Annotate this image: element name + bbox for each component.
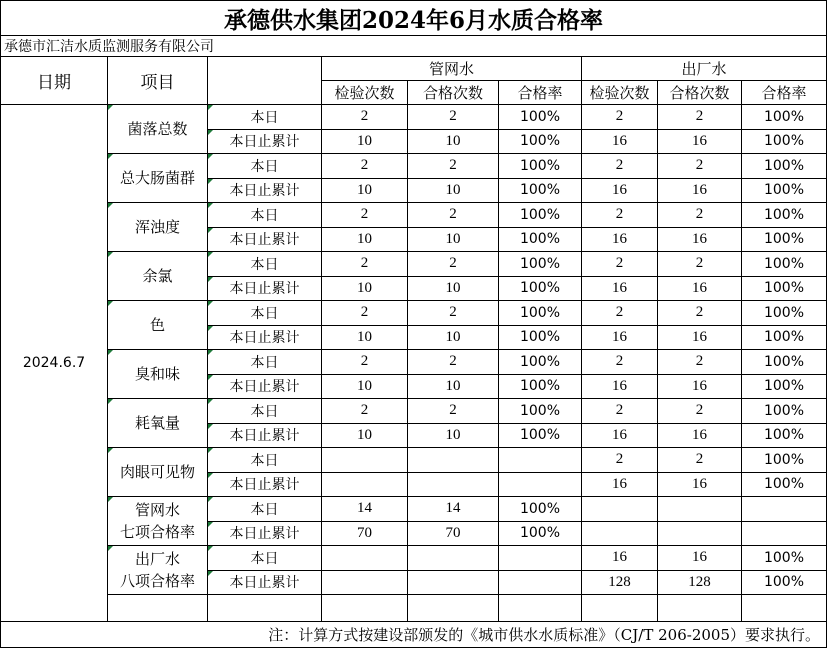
period-label-cell: 本日	[208, 448, 322, 473]
item-name-cell	[108, 546, 208, 595]
item-name-cell: 总大肠菌群	[108, 154, 208, 203]
company-name: 承德市汇洁水质监测服务有限公司	[1, 36, 827, 57]
net-rate-cell: 100%	[499, 350, 582, 375]
fac-rate-cell: 100%	[742, 203, 827, 228]
table-row	[1, 497, 827, 522]
fac-rate-cell	[742, 521, 827, 546]
fac-rate-cell: 100%	[742, 399, 827, 424]
net-rate-header: 合格率	[499, 81, 582, 105]
fac-tests-cell: 16	[582, 472, 658, 497]
period-label-cell: 本日	[208, 497, 322, 522]
net-tests-cell: 2	[322, 350, 408, 375]
table-row	[1, 203, 827, 228]
fac-passed-cell: 2	[658, 252, 742, 277]
date-cell: 2024.6.7	[1, 105, 108, 622]
fac-passed-cell: 2	[658, 203, 742, 228]
period-label-cell: 本日止累计	[208, 325, 322, 350]
net-passed-cell: 2	[408, 301, 499, 326]
fac-passed-cell: 16	[658, 129, 742, 154]
net-rate-cell: 100%	[499, 203, 582, 228]
net-tests-cell: 10	[322, 227, 408, 252]
fac-rate-cell: 100%	[742, 252, 827, 277]
net-passed-cell: 10	[408, 374, 499, 399]
net-passed-cell: 2	[408, 154, 499, 179]
item-name-cell: 浑浊度	[108, 203, 208, 252]
net-passed-cell: 10	[408, 276, 499, 301]
fac-tests-cell: 16	[582, 178, 658, 203]
fac-tests-cell: 2	[582, 252, 658, 277]
empty-cell	[408, 595, 499, 622]
blank-row	[1, 595, 827, 622]
period-label-cell: 本日止累计	[208, 521, 322, 546]
period-label-cell: 本日	[208, 105, 322, 130]
table-row	[1, 546, 827, 571]
net-rate-cell: 100%	[499, 252, 582, 277]
fac-tests-cell: 2	[582, 203, 658, 228]
net-passed-cell: 10	[408, 129, 499, 154]
factory-water-header: 出厂水	[582, 57, 827, 81]
fac-tests-cell: 2	[582, 350, 658, 375]
fac-rate-cell: 100%	[742, 154, 827, 179]
empty-cell	[742, 595, 827, 622]
fac-passed-cell: 2	[658, 350, 742, 375]
fac-passed-cell: 16	[658, 325, 742, 350]
net-passed-cell: 2	[408, 105, 499, 130]
fac-passed-cell: 2	[658, 448, 742, 473]
fac-rate-cell: 100%	[742, 374, 827, 399]
net-rate-cell: 100%	[499, 105, 582, 130]
net-rate-cell	[499, 472, 582, 497]
net-tests-cell: 14	[322, 497, 408, 522]
net-passed-cell: 70	[408, 521, 499, 546]
period-label-cell: 本日	[208, 350, 322, 375]
net-rate-cell: 100%	[499, 497, 582, 522]
net-rate-cell: 100%	[499, 521, 582, 546]
fac-passed-cell: 16	[658, 374, 742, 399]
fac-rate-cell: 100%	[742, 448, 827, 473]
net-tests-cell: 10	[322, 423, 408, 448]
net-rate-cell	[499, 570, 582, 595]
table-row	[1, 301, 827, 326]
fac-tests-cell: 16	[582, 325, 658, 350]
fac-tests-cell	[582, 497, 658, 522]
fac-passed-cell: 16	[658, 472, 742, 497]
fac-rate-cell: 100%	[742, 129, 827, 154]
period-label-cell: 本日止累计	[208, 227, 322, 252]
period-label-cell: 本日	[208, 154, 322, 179]
net-tests-cell	[322, 448, 408, 473]
net-rate-cell: 100%	[499, 423, 582, 448]
net-passed-cell: 2	[408, 399, 499, 424]
period-label-cell: 本日止累计	[208, 178, 322, 203]
summary-name-line1: 管网水	[134, 501, 180, 519]
item-name-cell: 菌落总数	[108, 105, 208, 154]
net-tests-cell	[322, 570, 408, 595]
fac-passed-cell: 16	[658, 423, 742, 448]
net-rate-cell: 100%	[499, 301, 582, 326]
fac-tests-cell: 2	[582, 154, 658, 179]
table-row	[1, 448, 827, 473]
fac-rate-header: 合格率	[742, 81, 827, 105]
net-passed-cell	[408, 546, 499, 571]
item-name-cell: 肉眼可见物	[108, 448, 208, 497]
fac-passed-cell: 16	[658, 276, 742, 301]
net-passed-cell: 10	[408, 227, 499, 252]
net-tests-cell: 2	[322, 154, 408, 179]
net-passed-cell: 2	[408, 350, 499, 375]
fac-passed-cell: 16	[658, 546, 742, 571]
period-label-cell: 本日止累计	[208, 570, 322, 595]
fac-tests-cell: 16	[582, 129, 658, 154]
fac-rate-cell: 100%	[742, 423, 827, 448]
fac-passed-header: 合格次数	[658, 81, 742, 105]
table-row	[1, 105, 827, 130]
page-title: 承德供水集团2024年6月水质合格率	[1, 1, 827, 36]
fac-tests-cell: 128	[582, 570, 658, 595]
fac-rate-cell	[742, 497, 827, 522]
period-label-cell: 本日	[208, 252, 322, 277]
fac-rate-cell: 100%	[742, 301, 827, 326]
net-tests-cell: 2	[322, 399, 408, 424]
net-passed-cell: 10	[408, 178, 499, 203]
net-tests-cell: 2	[322, 252, 408, 277]
net-tests-cell	[322, 472, 408, 497]
fac-passed-cell: 2	[658, 154, 742, 179]
net-rate-cell	[499, 448, 582, 473]
period-label-cell: 本日	[208, 203, 322, 228]
fac-tests-cell: 16	[582, 227, 658, 252]
net-rate-cell: 100%	[499, 399, 582, 424]
net-passed-cell	[408, 448, 499, 473]
net-tests-cell: 2	[322, 301, 408, 326]
fac-rate-cell: 100%	[742, 178, 827, 203]
period-label-cell: 本日	[208, 301, 322, 326]
summary-name-line2: 七项合格率	[119, 523, 195, 541]
period-label-cell: 本日止累计	[208, 423, 322, 448]
fac-tests-cell: 2	[582, 399, 658, 424]
net-tests-header: 检验次数	[322, 81, 408, 105]
fac-passed-cell: 16	[658, 227, 742, 252]
fac-rate-cell: 100%	[742, 570, 827, 595]
item-name-cell: 余氯	[108, 252, 208, 301]
fac-rate-cell: 100%	[742, 325, 827, 350]
period-label-cell: 本日止累计	[208, 276, 322, 301]
sub-header-blank	[208, 57, 322, 105]
date-header: 日期	[1, 57, 108, 105]
summary-name-line1: 出厂水	[134, 550, 180, 568]
fac-rate-cell: 100%	[742, 276, 827, 301]
net-rate-cell: 100%	[499, 178, 582, 203]
net-tests-cell: 2	[322, 203, 408, 228]
net-rate-cell: 100%	[499, 154, 582, 179]
net-tests-cell: 10	[322, 276, 408, 301]
item-name-cell: 耗氧量	[108, 399, 208, 448]
fac-passed-cell: 2	[658, 105, 742, 130]
net-tests-cell: 10	[322, 129, 408, 154]
fac-rate-cell: 100%	[742, 105, 827, 130]
net-passed-cell: 2	[408, 252, 499, 277]
empty-cell	[499, 595, 582, 622]
fac-tests-header: 检验次数	[582, 81, 658, 105]
item-name-cell	[108, 497, 208, 546]
fac-tests-cell: 16	[582, 374, 658, 399]
net-passed-cell	[408, 570, 499, 595]
fac-tests-cell: 2	[582, 301, 658, 326]
table-row	[1, 252, 827, 277]
net-passed-header: 合格次数	[408, 81, 499, 105]
fac-tests-cell	[582, 521, 658, 546]
footnote: 注：计算方式按建设部颁发的《城市供水水质标准》（CJ/T 206-2005）要求执行。	[1, 622, 827, 648]
empty-cell	[322, 595, 408, 622]
fac-passed-cell	[658, 521, 742, 546]
fac-tests-cell: 16	[582, 546, 658, 571]
net-rate-cell: 100%	[499, 325, 582, 350]
fac-rate-cell: 100%	[742, 350, 827, 375]
net-tests-cell: 10	[322, 178, 408, 203]
network-water-header: 管网水	[322, 57, 582, 81]
table-row	[1, 154, 827, 179]
net-tests-cell	[322, 546, 408, 571]
net-passed-cell: 10	[408, 325, 499, 350]
net-rate-cell: 100%	[499, 129, 582, 154]
empty-cell	[208, 595, 322, 622]
period-label-cell: 本日止累计	[208, 129, 322, 154]
fac-rate-cell: 100%	[742, 546, 827, 571]
fac-rate-cell: 100%	[742, 227, 827, 252]
table-row	[1, 350, 827, 375]
net-rate-cell: 100%	[499, 276, 582, 301]
net-passed-cell: 14	[408, 497, 499, 522]
net-tests-cell: 10	[322, 325, 408, 350]
period-label-cell: 本日	[208, 399, 322, 424]
period-label-cell: 本日止累计	[208, 374, 322, 399]
empty-cell	[658, 595, 742, 622]
fac-tests-cell: 16	[582, 276, 658, 301]
period-label-cell: 本日	[208, 546, 322, 571]
fac-tests-cell: 2	[582, 105, 658, 130]
fac-passed-cell: 2	[658, 399, 742, 424]
item-name-cell: 色	[108, 301, 208, 350]
fac-passed-cell: 2	[658, 301, 742, 326]
net-tests-cell: 70	[322, 521, 408, 546]
item-header: 项目	[108, 57, 208, 105]
item-name-cell: 臭和味	[108, 350, 208, 399]
net-passed-cell: 2	[408, 203, 499, 228]
net-tests-cell: 10	[322, 374, 408, 399]
period-label-cell: 本日止累计	[208, 472, 322, 497]
fac-passed-cell: 16	[658, 178, 742, 203]
fac-rate-cell: 100%	[742, 472, 827, 497]
summary-name-line2: 八项合格率	[119, 572, 195, 590]
table-row	[1, 399, 827, 424]
net-rate-cell: 100%	[499, 227, 582, 252]
fac-tests-cell: 16	[582, 423, 658, 448]
net-tests-cell: 2	[322, 105, 408, 130]
net-rate-cell	[499, 546, 582, 571]
net-passed-cell: 10	[408, 423, 499, 448]
empty-cell	[108, 595, 208, 622]
fac-tests-cell: 2	[582, 448, 658, 473]
net-passed-cell	[408, 472, 499, 497]
fac-passed-cell	[658, 497, 742, 522]
net-rate-cell: 100%	[499, 374, 582, 399]
empty-cell	[582, 595, 658, 622]
fac-passed-cell: 128	[658, 570, 742, 595]
